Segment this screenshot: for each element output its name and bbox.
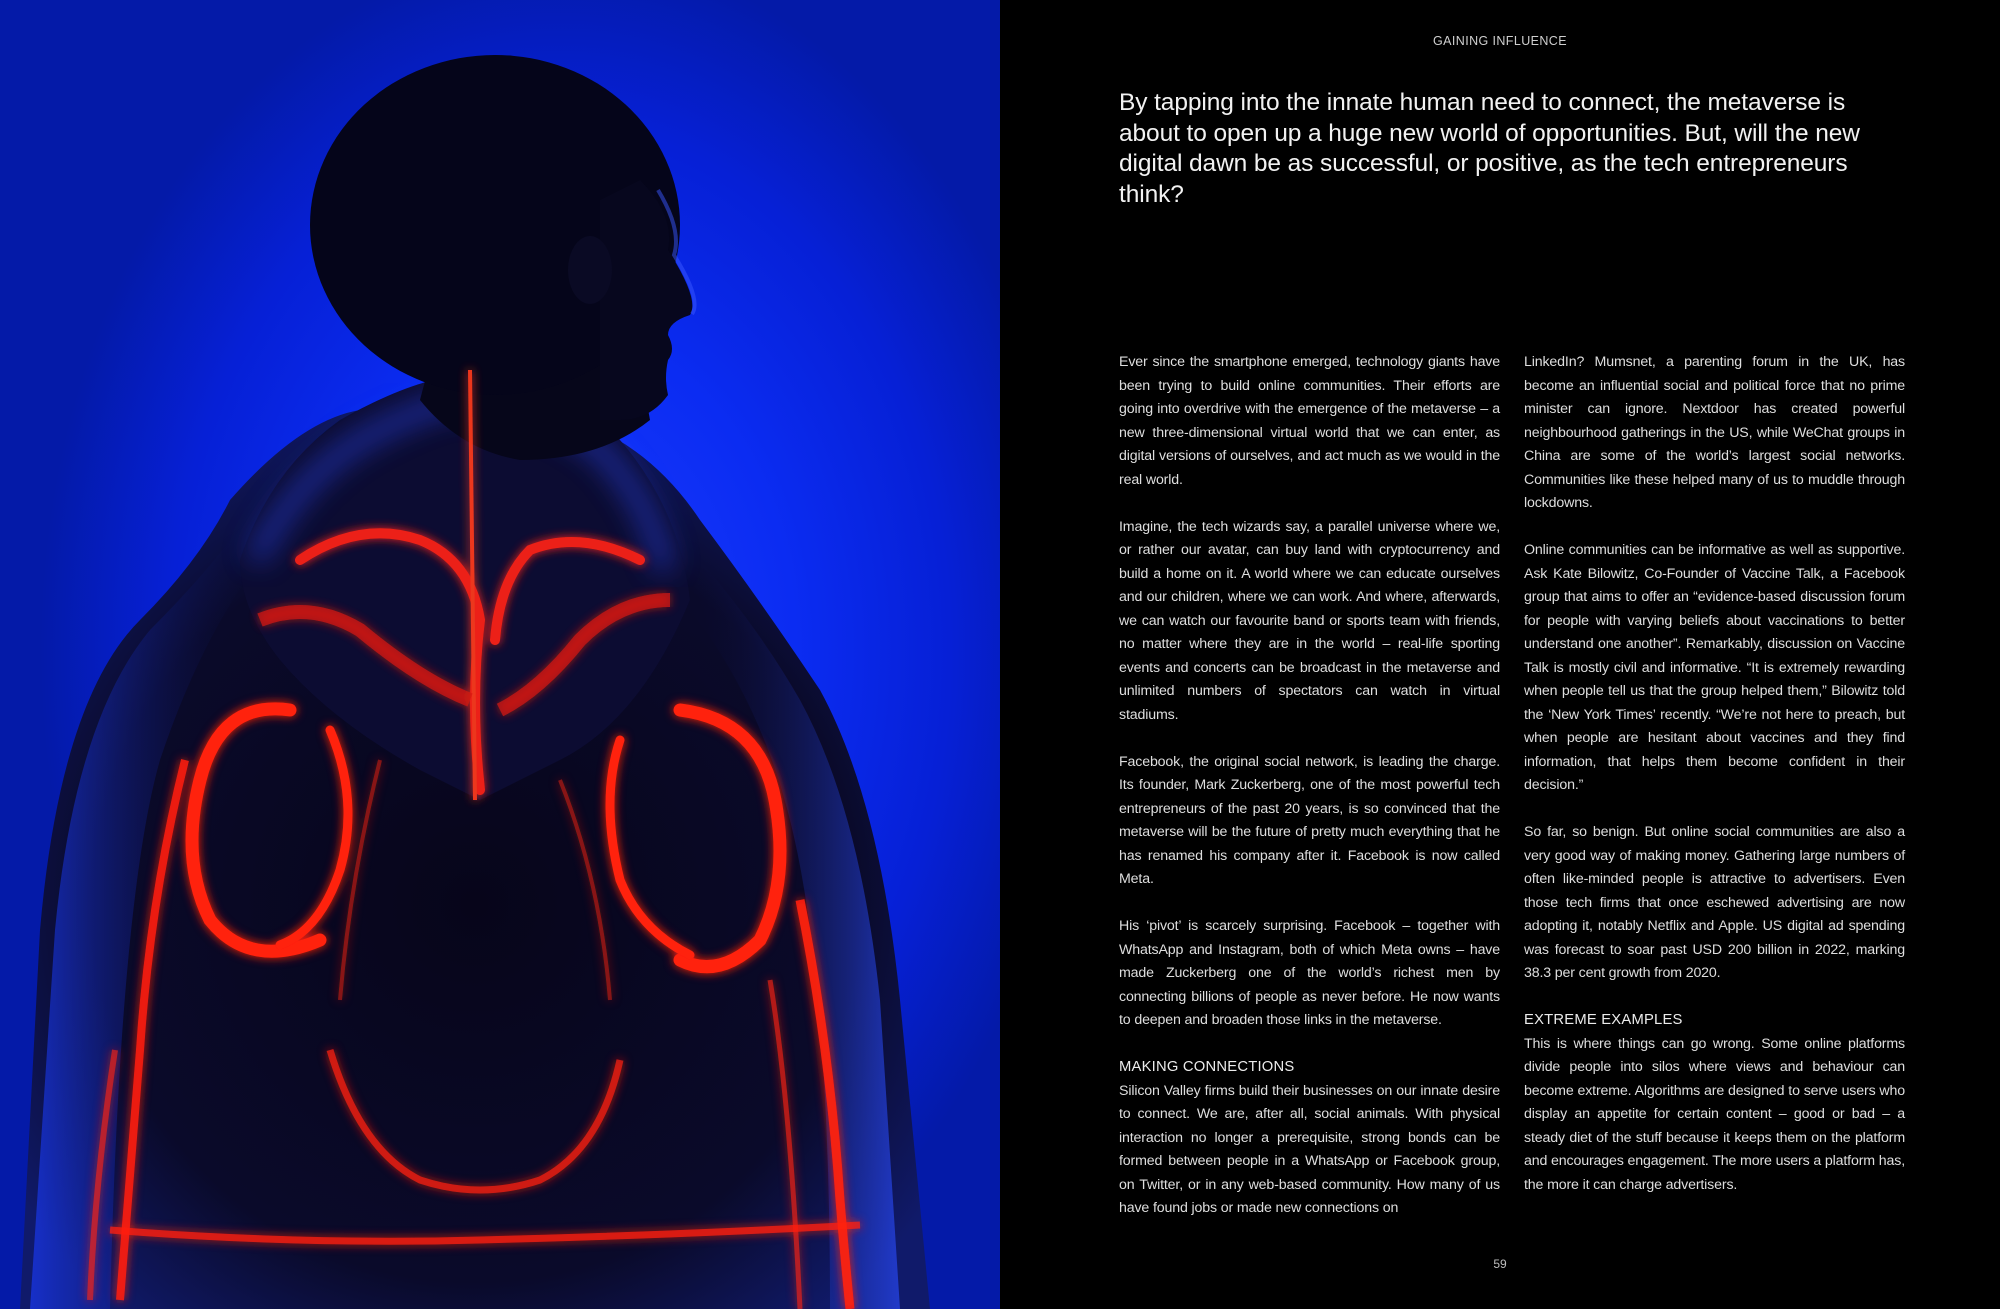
- paragraph: So far, so benign. But online social communities are also a very good way of making money. Gathering large numbers of often like-minded people is attractive to advertisers. Even those tech firms that once eschewed advertising are now adopting it, notably Netflix and Apple. US digital ad spending was forecast to soar past USD 200 billion in 2022, marking 38.3 per cent growth from 2020.: [1524, 824, 1905, 981]
- paragraph: Imagine, the tech wizards say, a parallel universe where we, or rather our avatar, can buy land with cryptocurrency and build a home on it. A world where we can educate ourselves and our children, where we can work. And where, afterwards, we can watch our favourite band or sports team with friends, no matter where they are in the world – real-life sporting events and concerts can be broadcast in the metaverse and unlimited numbers of spectators can watch in virtual stadiums.: [1119, 518, 1500, 723]
- paragraph: Facebook, the original social network, is leading the charge. Its founder, Mark Zuckerberg, one of the most powerful tech entrepreneurs of the past 20 years, is so convinced that the metaverse will be the future of pretty much everything that he has renamed his company after it. Facebook is now called Meta.: [1119, 753, 1500, 887]
- paragraph: His ‘pivot’ is scarcely surprising. Facebook – together with WhatsApp and Instagram, both of which Meta owns – have made Zuckerberg one of the world’s richest men by connecting billions of people as never before. He now wants to deepen and broaden those links in the metaverse.: [1119, 918, 1500, 1028]
- article-page: [1000, 0, 2000, 1309]
- running-head: GAINING INFLUENCE: [1433, 34, 1567, 48]
- paragraph: Ever since the smartphone emerged, technology giants have been trying to build online communities. Their efforts are going into overdrive with the emergence of the metaverse – a new three-dimensional virtual world that we can enter, as digital versions of ourselves, and act much as we would in the real world.: [1119, 354, 1500, 488]
- paragraph: This is where things can go wrong. Some online platforms divide people into silos where views and behaviour can become extreme. Algorithms are designed to serve users who display an appetite for certain content – good or bad – a steady diet of the stuff because it keeps them on the platform and encourages engagement. The more users a platform has, the more it can charge advertisers.: [1524, 1035, 1905, 1193]
- section-heading: EXTREME EXAMPLES: [1524, 1012, 1683, 1028]
- paragraph: Silicon Valley firms build their businesses on our innate desire to connect. We are, after all, social animals. With physical interaction no longer a prerequisite, strong bonds can be formed between people in a WhatsApp or Facebook group, on Twitter, or in any web-based community. How many of us have found jobs or made new connections on: [1119, 1082, 1500, 1216]
- standfirst: By tapping into the innate human need to connect, the metaverse is about to open up a huge new world of opportunities. But, will the new digital dawn be as successful, or positive, as the tech entrepreneurs think?: [1119, 89, 1860, 208]
- page-number: 59: [1493, 1257, 1507, 1271]
- paragraph: LinkedIn? Mumsnet, a parenting forum in the UK, has become an influential social and political force that no prime minister can ignore. Nextdoor has created powerful neighbourhood gatherings in the US, while WeChat groups in China are some of the world’s largest social networks. Communities like these helped many of us to muddle through lockdowns.: [1524, 354, 1905, 511]
- body-column-right: [1524, 351, 1905, 1221]
- section-heading: MAKING CONNECTIONS: [1119, 1059, 1295, 1075]
- paragraph: Online communities can be informative as well as supportive. Ask Kate Bilowitz, Co-Founder of Vaccine Talk, a Facebook group that aims to offer an “evidence-based discussion forum for people with varying beliefs about vaccinations to better understand one another”. Remarkably, discussion on Vaccine Talk is mostly civil and informative. “It is extremely rewarding when people tell us that the group helped them,” Bilowitz told the ‘New York Times’ recently. “We’re not here to preach, but when people are hesitant about vaccines and they find information, that helps them become confident in their decision.”: [1524, 542, 1905, 793]
- body-column-left: [1119, 351, 1500, 1244]
